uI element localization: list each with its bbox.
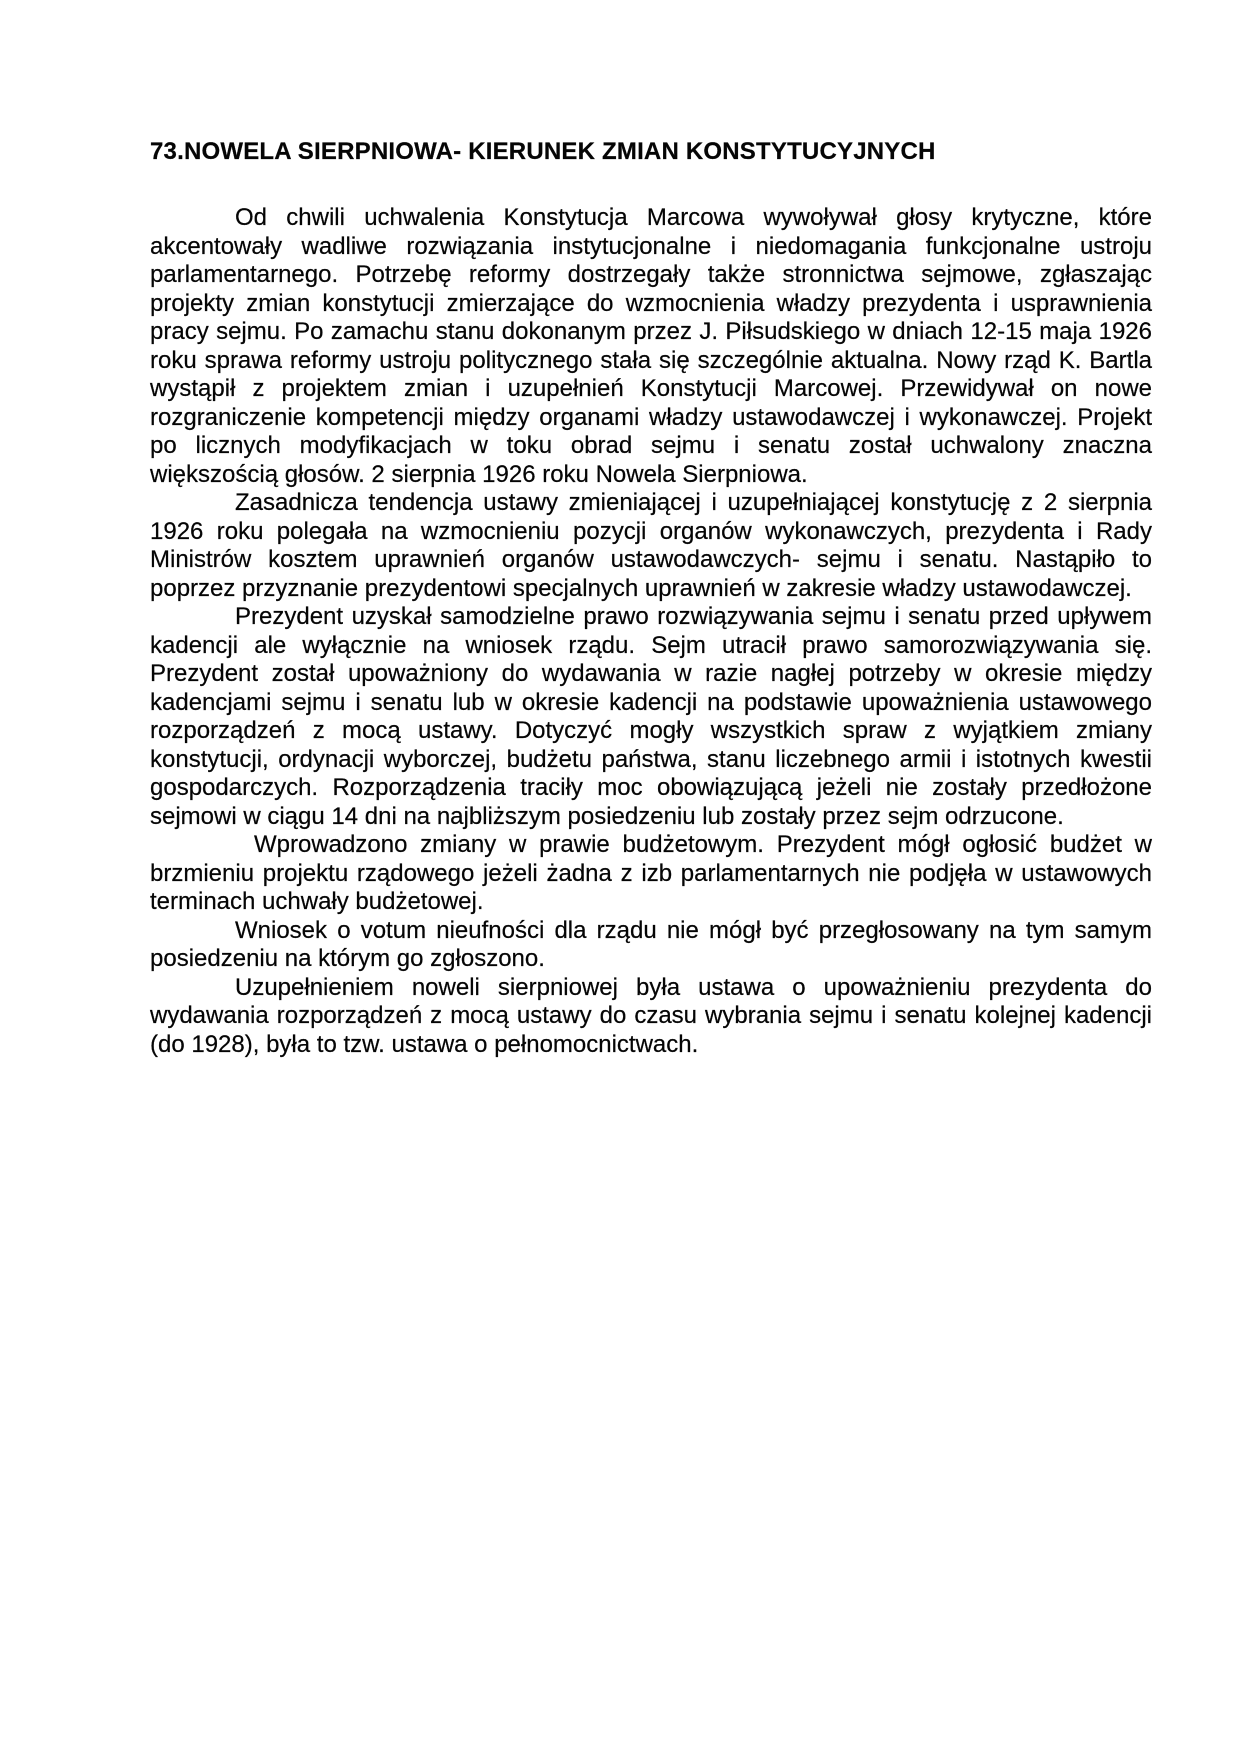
paragraph-5: Wniosek o votum nieufności dla rządu nie mógł być przegłosowany na tym samym posiedzeniu na którym go zgłoszono. (150, 916, 1152, 972)
paragraph-6: Uzupełnieniem noweli sierpniowej była ustawa o upoważnieniu prezydenta do wydawania rozporządzeń z mocą ustawy do czasu wybrania sejmu i senatu kolejnej kadencji (do 1928), była to tzw. ustawa o pełnomocnictwach. (150, 973, 1152, 1058)
document-content (150, 138, 1152, 1059)
document-title: 73.NOWELA SIERPNIOWA- KIERUNEK ZMIAN KONSTYTUCYJNYCH (150, 138, 936, 165)
paragraph-3: Prezydent uzyskał samodzielne prawo rozwiązywania sejmu i senatu przed upływem kadencji ale wyłącznie na wniosek rządu. Sejm utracił prawo samorozwiązywania się. Prezydent został upoważniony do wydawania w razie nagłej potrzeby w okresie między kadencjami sejmu i senatu lub w okresie kadencji na podstawie upoważnienia ustawowego rozporządzeń z mocą ustawy. Dotyczyć mogły wszystkich spraw z wyjątkiem zmiany konstytucji, ordynacji wyborczej, budżetu państwa, stanu liczebnego armii i istotnych kwestii gospodarczych. Rozporządzenia traciły moc obowiązującą jeżeli nie zostały przedłożone sejmowi w ciągu 14 dni na najbliższym posiedzeniu lub zostały przez sejm odrzucone. (150, 603, 1152, 830)
paragraph-4: Wprowadzono zmiany w prawie budżetowym. Prezydent mógł ogłosić budżet w brzmieniu projektu rządowego jeżeli żadna z izb parlamentarnych nie podjęła w ustawowych terminach uchwały budżetowej. (150, 831, 1152, 915)
paragraph-2: Zasadnicza tendencja ustawy zmieniającej i uzupełniającej konstytucję z 2 sierpnia 1926 roku polegała na wzmocnieniu pozycji organów wykonawczych, prezydenta i Rady Ministrów kosztem uprawnień organów ustawodawczych- sejmu i senatu. Nastąpiło to poprzez przyznanie prezydentowi specjalnych uprawnień w zakresie władzy ustawodawczej. (150, 489, 1152, 602)
paragraph-1: Od chwili uchwalenia Konstytucja Marcowa wywoływał głosy krytyczne, które akcentowały wadliwe rozwiązania instytucjonalne i niedomagania funkcjonalne ustroju parlamentarnego. Potrzebę reformy dostrzegały także stronnictwa sejmowe, zgłaszając projekty zmian konstytucji zmierzające do wzmocnienia władzy prezydenta i usprawnienia pracy sejmu. Po zamachu stanu dokonanym przez J. Piłsudskiego w dniach 12-15 maja 1926 roku sprawa reformy ustroju politycznego stała się szczególnie aktualna. Nowy rząd K. Bartla wystąpił z projektem zmian i uzupełnień Konstytucji Marcowej. Przewidywał on nowe rozgraniczenie kompetencji między organami władzy ustawodawczej i wykonawczej. Projekt po licznych modyfikacjach w toku obrad sejmu i senatu został uchwalony znaczna większością głosów. 2 sierpnia 1926 roku Nowela Sierpniowa. (150, 204, 1152, 488)
